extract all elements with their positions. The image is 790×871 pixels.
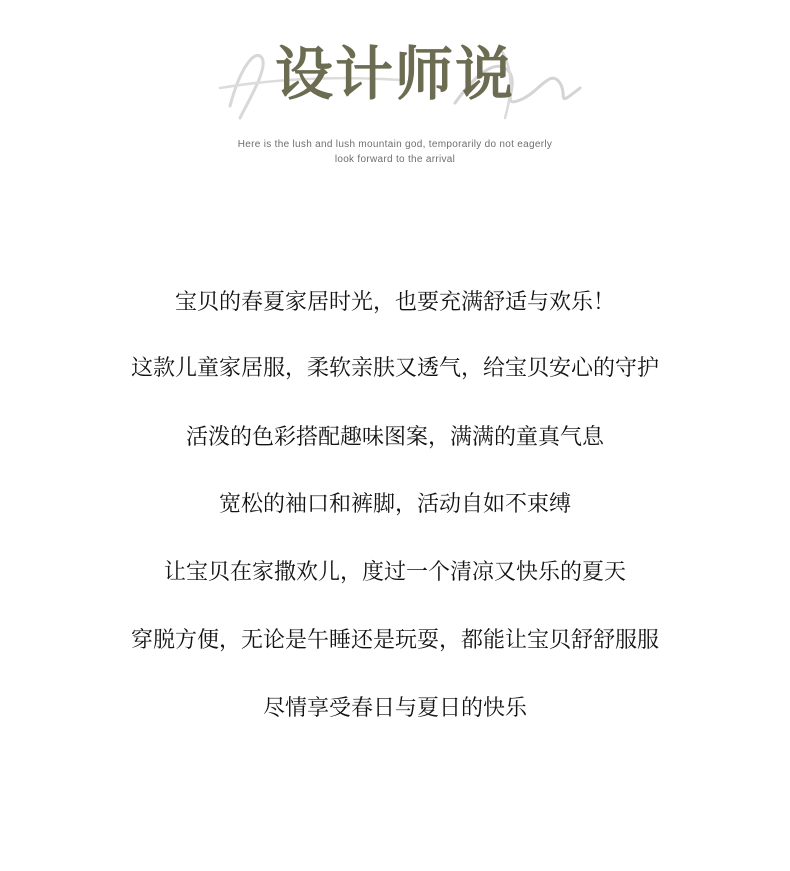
subtitle-line-2: look forward to the arrival (334, 154, 456, 165)
description-line: 宽松的袖口和裤脚，活动自如不束缚 (218, 492, 571, 517)
page-title: 设计师说 (274, 40, 515, 108)
description-line: 让宝贝在家撒欢儿，度过一个清凉又快乐的夏天 (163, 560, 626, 585)
subtitle-line-1: Here is the lush and lush mountain god, temporarily do not eagerly (237, 139, 553, 150)
header (0, 0, 790, 180)
description-line: 穿脱方便，无论是午睡还是玩耍，都能让宝贝舒舒服服 (130, 628, 659, 653)
description-line: 宝贝的春夏家居时光，也要充满舒适与欢乐！ (174, 290, 615, 315)
description-line: 尽情享受春日与夏日的快乐 (262, 696, 527, 721)
description-line: 这款儿童家居服，柔软亲肤又透气，给宝贝安心的守护 (130, 356, 659, 381)
description-line: 活泼的色彩搭配趣味图案，满满的童真气息 (185, 425, 604, 450)
